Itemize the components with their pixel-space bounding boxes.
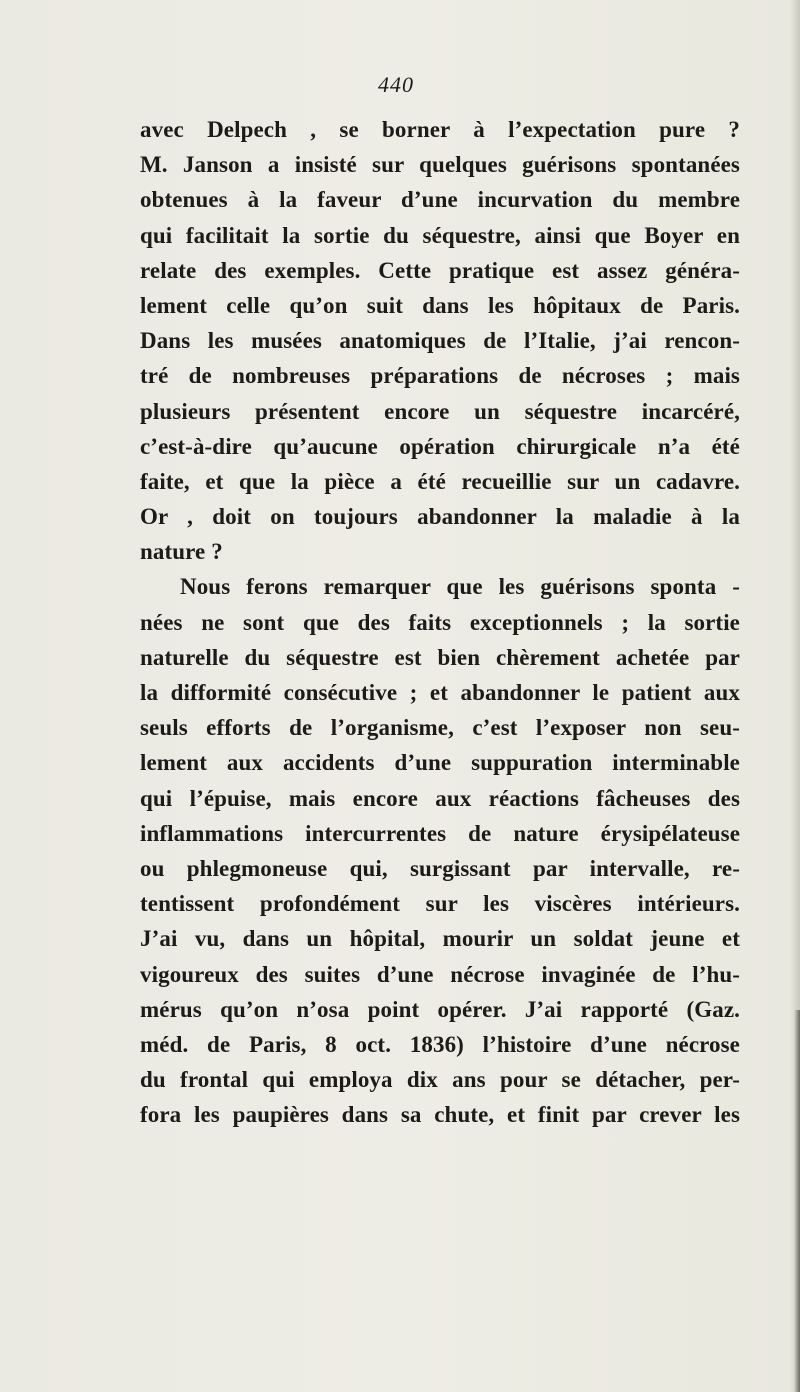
text-line: méd. de Paris, 8 oct. 1836) l’histoire d’une nécrose	[140, 1031, 740, 1057]
text-line: nées ne sont que des faits exceptionnels ; la sortie	[140, 609, 740, 635]
text-line: tentissent profondément sur les viscères intérieurs.	[140, 891, 740, 917]
text-line: Dans les musées anatomiques de l’Italie, j’ai rencon-	[140, 328, 740, 354]
text-line: ou phlegmoneuse qui, surgissant par intervalle, re-	[140, 855, 740, 881]
text-line: c’est-à-dire qu’aucune opération chirurgicale n’a été	[140, 433, 740, 459]
text-line: relate des exemples. Cette pratique est assez généra-	[140, 257, 740, 283]
text-line: mérus qu’on n’osa point opérer. J’ai rapporté (Gaz.	[140, 996, 740, 1022]
text-line: Or , doit on toujours abandonner la maladie à la	[140, 504, 740, 530]
text-line: seuls efforts de l’organisme, c’est l’exposer non seu-	[140, 715, 740, 741]
text-line: naturelle du séquestre est bien chèrement achetée par	[140, 644, 740, 670]
body-text	[140, 112, 740, 1132]
text-line: inflammations intercurrentes de nature érysipélateuse	[140, 820, 740, 846]
text-line: avec Delpech , se borner à l’expectation pure ?	[140, 117, 740, 142]
text-line: plusieurs présentent encore un séquestre incarcéré,	[140, 398, 740, 424]
text-line: lement aux accidents d’une suppuration interminable	[140, 750, 740, 776]
text-line: qui facilitait la sortie du séquestre, ainsi que Boyer en	[140, 222, 740, 248]
text-line: fora les paupières dans sa chute, et finit par crever les	[140, 1102, 740, 1128]
text-line: tré de nombreuses préparations de nécroses ; mais	[140, 363, 740, 389]
text-line: nature ?	[140, 539, 223, 565]
text-line: la difformité consécutive ; et abandonner le patient aux	[140, 680, 740, 705]
text-line: du frontal qui employa dix ans pour se détacher, per-	[140, 1067, 740, 1093]
text-line: faite, et que la pièce a été recueillie sur un cadavre.	[140, 468, 740, 494]
text-line: M. Janson a insisté sur quelques guérisons spontanées	[140, 152, 740, 178]
text-line: Nous ferons remarquer que les guérisons sponta -	[180, 574, 740, 600]
page-edge-dark	[794, 1010, 800, 1392]
text-line: J’ai vu, dans un hôpital, mourir un soldat jeune et	[140, 926, 740, 952]
text-line: obtenues à la faveur d’une incurvation du membre	[140, 187, 740, 213]
text-line: vigoureux des suites d’une nécrose invaginée de l’hu-	[140, 961, 740, 987]
page-number: 440	[378, 72, 414, 97]
text-line: qui l’épuise, mais encore aux réactions fâcheuses des	[140, 785, 740, 811]
text-line: lement celle qu’on suit dans les hôpitaux de Paris.	[140, 292, 740, 318]
